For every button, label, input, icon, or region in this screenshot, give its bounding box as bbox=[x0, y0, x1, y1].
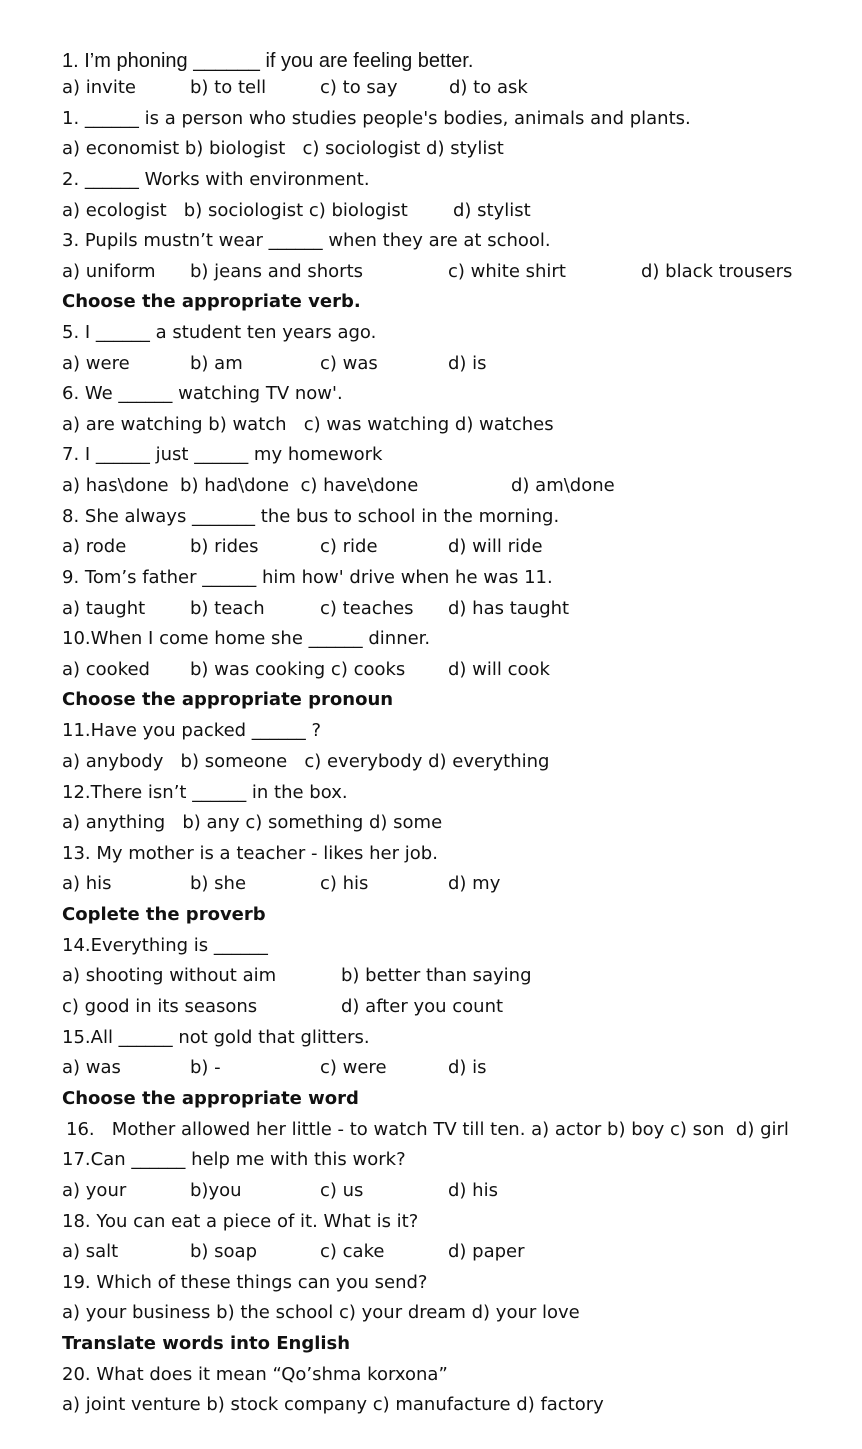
option-c: c) teaches bbox=[320, 598, 414, 619]
options-19: a) your business b) the school c) your dream d) your love bbox=[62, 1302, 580, 1323]
option-b: b) - bbox=[190, 1057, 221, 1078]
option-c: c) was bbox=[320, 353, 378, 374]
section-heading-pronoun: Choose the appropriate pronoun bbox=[62, 689, 394, 710]
option-a: a) invite bbox=[62, 77, 136, 98]
option-a-c: a) ecologist b) sociologist c) biologist bbox=[62, 200, 408, 221]
question-11: 11.Have you packed ______ ? bbox=[62, 720, 322, 741]
question-6: 6. We ______ watching TV now'. bbox=[62, 383, 343, 404]
option-c: c) white shirt bbox=[448, 261, 566, 282]
section-heading-word: Choose the appropriate word bbox=[62, 1088, 359, 1109]
option-a: a) your bbox=[62, 1180, 127, 1201]
question-1b: 1. ______ is a person who studies people's bodies, animals and plants. bbox=[62, 108, 691, 129]
option-b: b) rides bbox=[190, 536, 259, 557]
options-1b: a) economist b) biologist c) sociologist d) stylist bbox=[62, 138, 504, 159]
options-15 bbox=[62, 1055, 487, 1081]
question-13: 13. My mother is a teacher - likes her job. bbox=[62, 843, 438, 864]
option-a-c: a) has\done b) had\done c) have\done bbox=[62, 475, 419, 496]
option-b: b) soap bbox=[190, 1241, 258, 1262]
section-heading-proverb: Coplete the proverb bbox=[62, 904, 266, 925]
option-c: c) ride bbox=[320, 536, 378, 557]
question-7: 7. I ______ just ______ my homework bbox=[62, 444, 383, 465]
option-d: d) will ride bbox=[448, 536, 543, 557]
option-c: c) good in its seasons bbox=[62, 996, 258, 1017]
option-b: b) am bbox=[190, 353, 243, 374]
option-b: b) better than saying bbox=[341, 965, 532, 986]
option-a: a) shooting without aim bbox=[62, 965, 277, 986]
option-a: a) uniform bbox=[62, 261, 156, 282]
question-19: 19. Which of these things can you send? bbox=[62, 1272, 428, 1293]
options-17 bbox=[62, 1178, 498, 1204]
options-14-ab bbox=[62, 963, 532, 989]
options-1 bbox=[62, 75, 528, 101]
option-d: d) his bbox=[448, 1180, 498, 1201]
option-d: d) after you count bbox=[341, 996, 504, 1017]
option-a: a) salt bbox=[62, 1241, 119, 1262]
option-b: b)you bbox=[190, 1180, 242, 1201]
option-a: a) taught bbox=[62, 598, 146, 619]
options-18 bbox=[62, 1239, 525, 1265]
option-d: d) will cook bbox=[448, 659, 550, 680]
section-heading-verb: Choose the appropriate verb. bbox=[62, 291, 361, 312]
option-a: a) were bbox=[62, 353, 130, 374]
options-10 bbox=[62, 657, 550, 683]
options-5 bbox=[62, 351, 487, 377]
option-c: c) us bbox=[320, 1180, 364, 1201]
options-11: a) anybody b) someone c) everybody d) everything bbox=[62, 751, 550, 772]
option-b: b) jeans and shorts bbox=[190, 261, 364, 282]
question-8: 8. She always _______ the bus to school in the morning. bbox=[62, 506, 560, 527]
option-d: d) black trousers bbox=[641, 261, 793, 282]
options-13 bbox=[62, 871, 501, 897]
option-a: a) his bbox=[62, 873, 112, 894]
question-20: 20. What does it mean “Qo’shma korxona” bbox=[62, 1364, 448, 1385]
options-20: a) joint venture b) stock company c) manufacture d) factory bbox=[62, 1394, 604, 1415]
option-a: a) was bbox=[62, 1057, 121, 1078]
option-a: a) rode bbox=[62, 536, 127, 557]
section-heading-translate: Translate words into English bbox=[62, 1333, 351, 1354]
options-9 bbox=[62, 596, 570, 622]
question-12: 12.There isn’t ______ in the box. bbox=[62, 782, 348, 803]
option-d: d) is bbox=[448, 1057, 487, 1078]
question-17: 17.Can ______ help me with this work? bbox=[62, 1149, 406, 1170]
option-c: c) were bbox=[320, 1057, 387, 1078]
option-b: b) teach bbox=[190, 598, 265, 619]
question-5: 5. I ______ a student ten years ago. bbox=[62, 322, 377, 343]
option-d: d) paper bbox=[448, 1241, 525, 1262]
question-9: 9. Tom’s father ______ him how' drive when he was 11. bbox=[62, 567, 553, 588]
question-14: 14.Everything is ______ bbox=[62, 935, 268, 956]
options-14-cd bbox=[62, 994, 504, 1020]
option-d: d) am\done bbox=[511, 475, 615, 496]
question-10: 10.When I come home she ______ dinner. bbox=[62, 628, 431, 649]
question-16: 16. Mother allowed her little - to watch TV till ten. a) actor b) boy c) son d) girl bbox=[66, 1119, 789, 1140]
option-d: d) to ask bbox=[449, 77, 528, 98]
question-2: 2. ______ Works with environment. bbox=[62, 169, 370, 190]
option-a: a) cooked bbox=[62, 659, 150, 680]
option-d: d) is bbox=[448, 353, 487, 374]
question-15: 15.All ______ not gold that glitters. bbox=[62, 1027, 370, 1048]
option-c: c) to say bbox=[320, 77, 398, 98]
option-c: c) cake bbox=[320, 1241, 385, 1262]
option-b: b) to tell bbox=[190, 77, 267, 98]
option-b-c: b) was cooking c) cooks bbox=[190, 659, 406, 680]
options-7 bbox=[62, 473, 615, 499]
question-1: 1. I’m phoning ______ if you are feeling better. bbox=[62, 50, 474, 72]
question-3: 3. Pupils mustn’t wear ______ when they are at school. bbox=[62, 230, 551, 251]
options-8 bbox=[62, 534, 543, 560]
options-6: a) are watching b) watch c) was watching d) watches bbox=[62, 414, 554, 435]
option-d: d) stylist bbox=[453, 200, 531, 221]
options-2 bbox=[62, 198, 531, 224]
options-12: a) anything b) any c) something d) some bbox=[62, 812, 443, 833]
options-3 bbox=[62, 259, 793, 285]
option-d: d) has taught bbox=[448, 598, 570, 619]
option-c: c) his bbox=[320, 873, 369, 894]
question-18: 18. You can eat a piece of it. What is it? bbox=[62, 1211, 419, 1232]
option-b: b) she bbox=[190, 873, 247, 894]
option-d: d) my bbox=[448, 873, 501, 894]
